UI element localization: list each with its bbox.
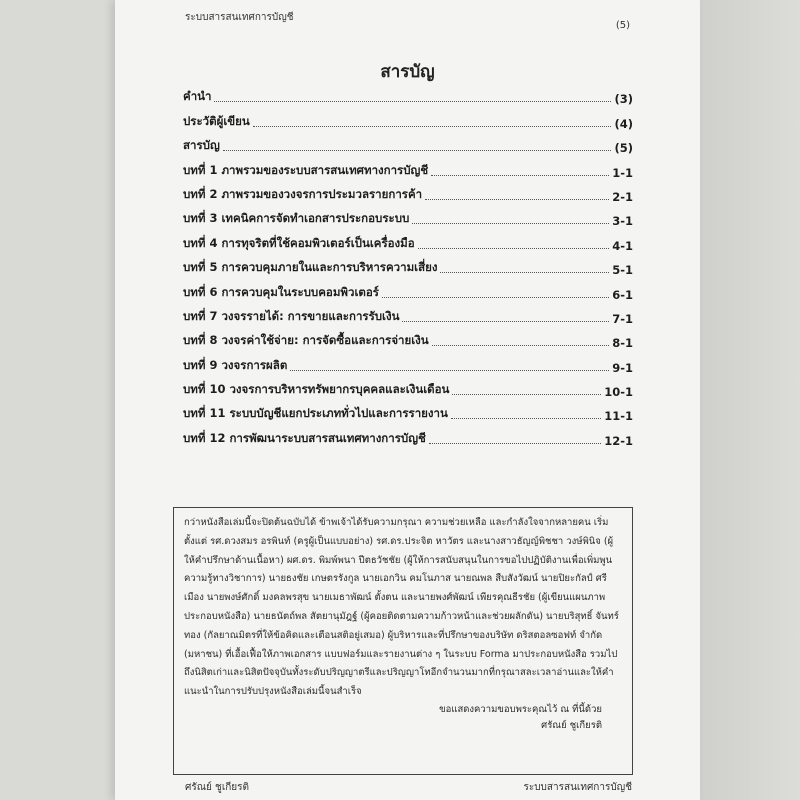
toc-entry-label: บทที่ 5 การควบคุมภายในและการบริหารความเสี่ยง xyxy=(183,260,438,275)
toc-entry xyxy=(183,180,633,204)
toc-entry-page: (5) xyxy=(614,141,633,156)
toc-entry xyxy=(183,326,633,350)
toc-entry xyxy=(183,350,633,374)
toc-leader-dots xyxy=(223,150,612,151)
toc-entry-page: 1-1 xyxy=(612,165,633,180)
toc-entry xyxy=(183,423,633,447)
toc-entry-label: บทที่ 7 วงจรรายได้: การขายและการรับเงิน xyxy=(183,308,400,323)
toc-leader-dots xyxy=(452,394,601,395)
toc-entry-page: 7-1 xyxy=(612,311,633,326)
toc-entry-label: บทที่ 10 วงจรการบริหารทรัพยากรบุคคลและเงินเดือน xyxy=(183,382,450,397)
toc-entry-label: บทที่ 4 การทุจริตที่ใช้คอมพิวเตอร์เป็นเครื่องมือ xyxy=(183,235,415,250)
toc-entry-page: (3) xyxy=(614,92,633,107)
toc-entry-page: 12-1 xyxy=(604,433,633,448)
toc-leader-dots xyxy=(440,272,609,273)
acknowledgement-text: กว่าหนังสือเล่มนี้จะปิดต้นฉบับได้ ข้าพเจ้าได้รับความกรุณา ความช่วยเหลือ และกำลังใจจากหลายคน เริ่มตั้งแต่ รศ.ดวงสมร อรพินท์ (ครูผู้เป็นแบบอย่าง) รศ.ดร.ประจิต หาวัตร และนางสาวธัญญ์พิชชา วงษ์พินิจ (ผู้ให้คำปรึกษาด้านเนื้อหา) ผศ.ดร. พิมพ์พนา ปีตธวัชชัย (ผู้ให้การสนับสนุนในการขอไปปฏิบัติงานเพื่อเพิ่มพูนความรู้ทางวิชาการ) นายธงชัย เกษตรรังกูล นายเอกวิน คมโนภาส นายณพล สืบสังวัฒน์ นายปิยะกัลป์ ศรีเมือง นายพงษ์ศักดิ์ มงคลพรสุข นายเมธาพัฒน์ ตั้งตน และนายพงศ์พัฒน์ เพียรคุณธีรชัย (ผู้เขียนแผนภาพประกอบหนังสือ) นายธนัตถ์พล สัตยานุมัฎฐ์ (ผู้คอยติดตามความก้าวหน้าและช่วยผลักดัน) นายบริสุทธิ์ จันทร์ทอง (กัลยาณมิตรที่ให้ข้อคิดและเตือนสติอยู่เสมอ) ผู้บริหารและที่ปรึกษาของบริษัท ดริสตอลซอฟท์ จำกัด (มหาชน) ที่เอื้อเฟื้อให้ภาพเอกสาร แบบฟอร์มและรายงานต่าง ๆ ในระบบ Forma มาประกอบหนังสือ รวมไปถึงนิสิตเก่าและนิสิตปัจจุบันทั้งระดับปริญญาตรีและปริญญาโทอีกจำนวนมากที่กรุณาสละเวลาอ่านและให้คำแนะนำในการปรับปรุงหนังสือเล่มนี้จนสำเร็จ xyxy=(184,517,619,698)
footer-book-title: ระบบสารสนเทศการบัญชี xyxy=(523,782,632,793)
toc-entry-page: 6-1 xyxy=(612,287,633,302)
toc-entry-label: สารบัญ xyxy=(183,138,220,153)
toc-entry-label: คำนำ xyxy=(183,89,212,104)
toc-entry xyxy=(183,82,633,106)
toc-entry xyxy=(183,131,633,155)
toc-entry-label: บทที่ 3 เทคนิคการจัดทำเอกสารประกอบระบบ xyxy=(183,211,410,226)
toc-leader-dots xyxy=(429,443,601,444)
toc-leader-dots xyxy=(425,199,609,200)
toc-leader-dots xyxy=(290,370,609,371)
toc-leader-dots xyxy=(432,345,610,346)
page-number: (5) xyxy=(615,20,630,31)
toc-title: สารบัญ xyxy=(380,62,435,82)
toc-entry-label: บทที่ 8 วงจรค่าใช้จ่าย: การจัดซื้อและการจ่ายเงิน xyxy=(183,333,429,348)
footer-author: ศรัณย์ ชูเกียรติ xyxy=(185,782,250,793)
toc-entry xyxy=(183,228,633,252)
toc-entry xyxy=(183,204,633,228)
acknowledgement-box xyxy=(173,507,633,775)
toc-entry-label: บทที่ 1 ภาพรวมของระบบสารสนเทศทางการบัญชี xyxy=(183,162,429,177)
toc-entry-page: 2-1 xyxy=(612,189,633,204)
toc-entry xyxy=(183,375,633,399)
toc-entry xyxy=(183,253,633,277)
toc-entry-label: บทที่ 9 วงจรการผลิต xyxy=(183,357,288,372)
toc-leader-dots xyxy=(412,223,609,224)
toc-entry xyxy=(183,399,633,423)
toc-entry-page: (4) xyxy=(614,116,633,131)
toc-entry xyxy=(183,302,633,326)
toc-entry xyxy=(183,155,633,179)
acknowledgement-closing: ขอแสดงความขอบพระคุณไว้ ณ ที่นี้ด้วย xyxy=(439,703,602,715)
toc-entry-label: ประวัติผู้เขียน xyxy=(183,113,250,128)
toc-entry-page: 9-1 xyxy=(612,360,633,375)
toc-entry-label: บทที่ 6 การควบคุมในระบบคอมพิวเตอร์ xyxy=(183,284,379,299)
background-edge xyxy=(700,0,800,800)
toc-leader-dots xyxy=(382,297,609,298)
toc-leader-dots xyxy=(451,418,601,419)
toc-entry-page: 3-1 xyxy=(612,214,633,229)
document-page xyxy=(115,0,700,800)
toc-leader-dots xyxy=(253,126,612,127)
toc-entry-label: บทที่ 11 ระบบบัญชีแยกประเภททั่วไปและการรายงาน xyxy=(183,406,448,421)
toc-entry-label: บทที่ 12 การพัฒนาระบบสารสนเทศทางการบัญชี xyxy=(183,430,426,445)
toc-leader-dots xyxy=(431,175,609,176)
toc-leader-dots xyxy=(402,321,609,322)
toc-leader-dots xyxy=(418,248,610,249)
toc-entry-page: 4-1 xyxy=(612,238,633,253)
toc-entry-page: 5-1 xyxy=(612,263,633,278)
toc-leader-dots xyxy=(214,101,611,102)
toc-entry-label: บทที่ 2 ภาพรวมของวงจรการประมวลรายการค้า xyxy=(183,186,423,201)
toc-entry xyxy=(183,106,633,130)
toc-entry xyxy=(183,277,633,301)
acknowledgement-signature: ศรัณย์ ชูเกียรติ xyxy=(541,719,602,731)
toc-entry-page: 11-1 xyxy=(604,409,633,424)
toc-entry-page: 10-1 xyxy=(604,385,633,400)
table-of-contents xyxy=(183,82,633,448)
running-header-title: ระบบสารสนเทศการบัญชี xyxy=(185,12,294,23)
toc-entry-page: 8-1 xyxy=(612,336,633,351)
